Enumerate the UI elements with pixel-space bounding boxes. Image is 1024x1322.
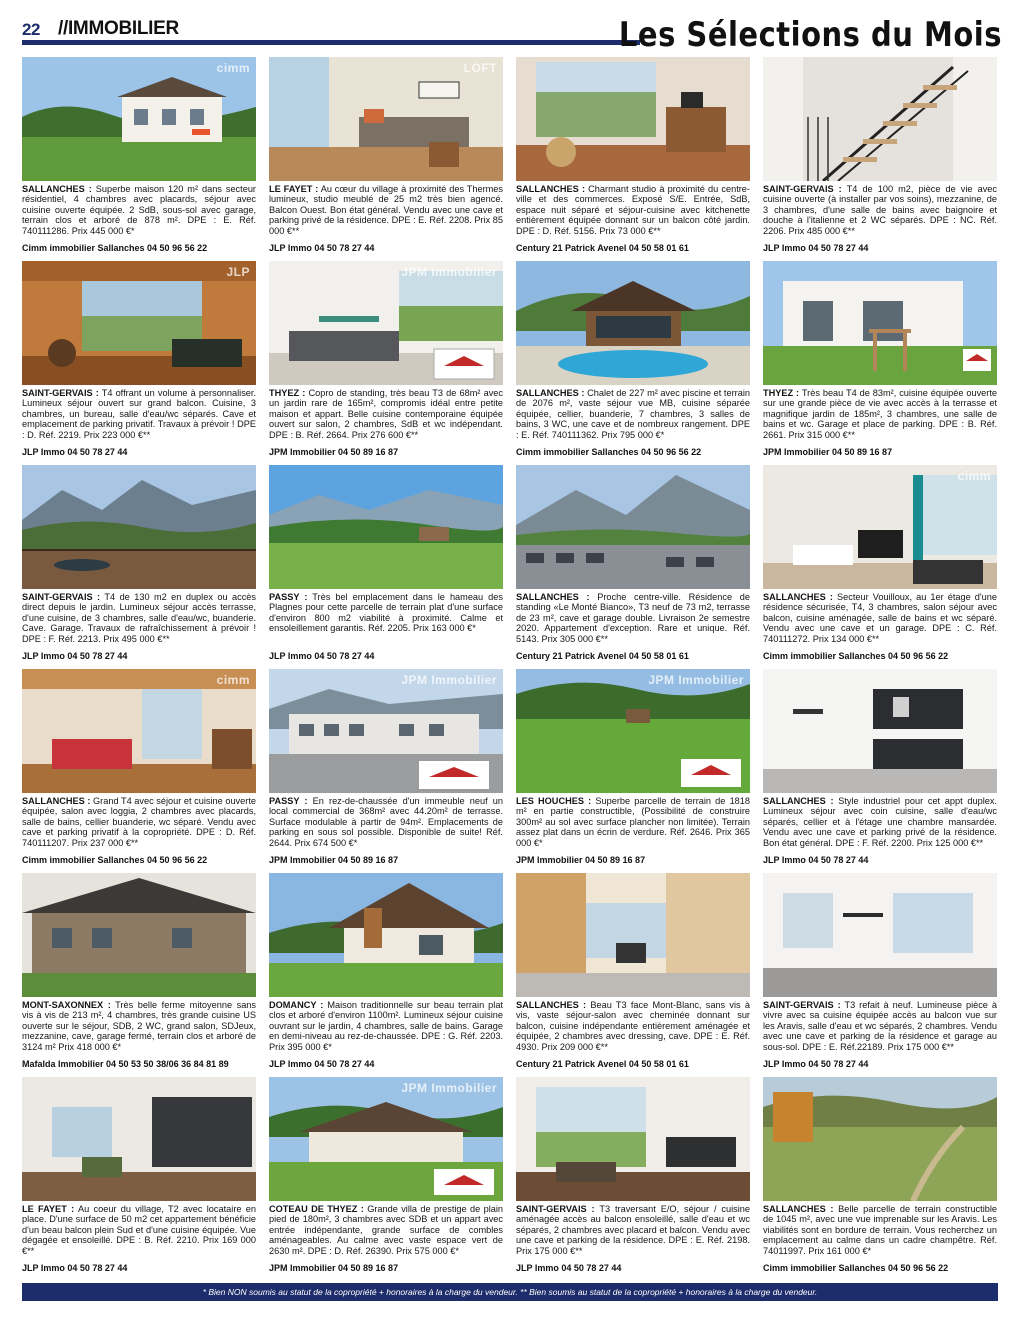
listing-text: Maison traditionnelle sur beau terrain plat clos et arboré d'environ 1100m². Lumineux séjour cuisine ouvrant sur le jardin, 4 chambres, salle de bains. Garage en demi-niveau au rez-de-chaussée. DPE : G. Réf. 2203. Prix 395 000 €* bbox=[269, 1000, 503, 1052]
agency-contact: Century 21 Patrick Avenel 04 50 58 01 61 bbox=[516, 1059, 689, 1069]
listing-city: SALLANCHES : bbox=[22, 796, 91, 806]
listing-text: Au coeur du village, T2 avec locataire en place. D'une surface de 50 m2 cet appartement bénéficie d'un beau balcon plein Sud et d'une cuisine équipée. Vue dégagée et ensoleillé. DPE : B. Réf. 2210. Prix 169 000 €** bbox=[22, 1204, 257, 1256]
photo-watermark: JPM Immobilier bbox=[401, 673, 497, 687]
agency-contact: JPM Immobilier 04 50 89 16 87 bbox=[269, 855, 399, 865]
listing-photo bbox=[22, 669, 256, 793]
agency-contact: JLP Immo 04 50 78 27 44 bbox=[269, 243, 375, 253]
listing-card bbox=[763, 873, 997, 1073]
listing-text: Style industriel pour cet appt duplex. Lumineux séjour avec coin cuisine, salle d'eau/wc séparés, cellier et à l'étage une chambre mansardée. Vendu avec une cave et parking privé de la résidence. Bon état général. DPE : F. Réf. 2200. Prix 125 000 €** bbox=[763, 796, 997, 848]
agency-contact: JPM Immobilier 04 50 89 16 87 bbox=[269, 447, 399, 457]
page-title: Les Sélections du Mois bbox=[618, 14, 1002, 55]
listing-description bbox=[269, 592, 503, 634]
page-header bbox=[22, 14, 1002, 54]
agency-contact: JPM Immobilier 04 50 89 16 87 bbox=[269, 1263, 399, 1273]
agency-contact: JLP Immo 04 50 78 27 44 bbox=[763, 1059, 869, 1069]
listing-city: SALLANCHES : bbox=[516, 388, 585, 398]
listing-description bbox=[516, 796, 750, 848]
listing-text: Très belle ferme mitoyenne sans vis à vis de 213 m², 4 chambres, très grande cuisine US ouverte sur le séjour, SDB, 2 WC, grand salon, SDJeux, mezzanine, cave, garage fermé, terrain clos et arboré de 3124 m² Prix 418 000 €* bbox=[22, 1000, 257, 1052]
photo-watermark: JPM Immobilier bbox=[401, 265, 497, 279]
listing-description bbox=[22, 388, 256, 440]
listing-text: Superbe parcelle de terrain de 1818 m² en partie constructible, (Possibilité de construire 300m² au sol avec surface plancher non limitée). Terrain assez plat dans un écrin de verdure. Réf. 2646. Prix 365 000 €* bbox=[516, 796, 751, 848]
listing-card bbox=[269, 669, 503, 869]
listing-city: SAINT-GERVAIS : bbox=[763, 1000, 841, 1010]
agency-contact: JLP Immo 04 50 78 27 44 bbox=[269, 651, 375, 661]
agency-contact: Cimm immobilier Sallanches 04 50 96 56 22 bbox=[22, 855, 208, 865]
listing-description bbox=[22, 1204, 256, 1256]
listing-text: Beau T3 face Mont-Blanc, sans vis à vis, vaste séjour-salon avec cheminée donnant sur balcon, cuisine indépendante entièrement aménagée et équipée, 2 chambres avec dressing, cave. DPE : E. Réf. 4930. Prix 209 000 €** bbox=[516, 1000, 750, 1052]
listing-photo bbox=[516, 57, 750, 181]
listing-city: SALLANCHES : bbox=[763, 1204, 834, 1214]
listing-description bbox=[763, 184, 997, 236]
listing-city: LE FAYET : bbox=[269, 184, 319, 194]
listing-text: Belle parcelle de terrain constructible de 1045 m², avec une vue imprenable sur les Aravis. Les viabilités sont en bordure de terrain. Vous recherchez un emplacement au calme dans un cadre champêtre. Réf. 74011997. Prix 161 000 €* bbox=[763, 1204, 997, 1256]
listing-city: SALLANCHES : bbox=[763, 592, 833, 602]
agency-contact: JPM Immobilier 04 50 89 16 87 bbox=[516, 855, 646, 865]
photo-watermark: cimm bbox=[216, 61, 250, 75]
agency-contact: Century 21 Patrick Avenel 04 50 58 01 61 bbox=[516, 651, 689, 661]
listing-card bbox=[516, 1077, 750, 1277]
listing-city: SAINT-GERVAIS : bbox=[516, 1204, 595, 1214]
listing-photo bbox=[763, 1077, 997, 1201]
listing-card bbox=[516, 57, 750, 257]
listing-city: SALLANCHES : bbox=[763, 796, 834, 806]
listing-city: SAINT-GERVAIS : bbox=[22, 388, 99, 398]
listing-city: SALLANCHES : bbox=[516, 592, 590, 602]
agency-contact: JPM Immobilier 04 50 89 16 87 bbox=[763, 447, 893, 457]
listing-photo bbox=[516, 465, 750, 589]
listing-card bbox=[763, 669, 997, 869]
listing-photo bbox=[763, 465, 997, 589]
listing-photo bbox=[516, 669, 750, 793]
listing-description bbox=[763, 796, 997, 848]
listing-description bbox=[22, 592, 256, 644]
agency-contact: Cimm immobilier Sallanches 04 50 96 56 22 bbox=[516, 447, 702, 457]
listing-description bbox=[763, 1000, 997, 1052]
listing-text: Superbe maison 120 m² dans secteur résidentiel, 4 chambres avec placards, séjour avec cuisine ouverte équipée. 2 SdB, sous-sol avec garage, terrain clos et arboré de 878 m². DPE : E. Réf. 740111286. Prix 445 000 €* bbox=[22, 184, 256, 236]
listing-photo bbox=[22, 261, 256, 385]
listing-photo bbox=[763, 669, 997, 793]
agency-contact: Cimm immobilier Sallanches 04 50 96 56 22 bbox=[22, 243, 208, 253]
listing-card bbox=[22, 261, 256, 461]
listing-photo bbox=[269, 669, 503, 793]
listing-card bbox=[22, 669, 256, 869]
listing-card bbox=[269, 1077, 503, 1277]
listing-city: MONT-SAXONNEX : bbox=[22, 1000, 111, 1010]
agency-contact: JLP Immo 04 50 78 27 44 bbox=[516, 1263, 622, 1273]
agency-contact: Cimm immobilier Sallanches 04 50 96 56 22 bbox=[763, 651, 949, 661]
listing-text: Copro de standing, très beau T3 de 68m² avec un jardin rare de 165m², compromis idéal entre petite maison et appart. Belle cuisine contemporaine équipée ouvert sur salon, 2 chambres, SdB et wc indépendant. DPE : B. Réf. 2664. Prix 276 600 €** bbox=[269, 388, 503, 440]
listing-city: SALLANCHES : bbox=[516, 1000, 587, 1010]
listing-city: COTEAU DE THYEZ : bbox=[269, 1204, 364, 1214]
listing-photo bbox=[22, 465, 256, 589]
listing-photo bbox=[516, 261, 750, 385]
agency-contact: JLP Immo 04 50 78 27 44 bbox=[22, 1263, 128, 1273]
photo-watermark: cimm bbox=[957, 469, 991, 483]
listing-photo bbox=[22, 1077, 256, 1201]
listing-card bbox=[763, 261, 997, 461]
listing-description bbox=[22, 796, 256, 848]
listing-card bbox=[516, 465, 750, 665]
listing-city: LE FAYET : bbox=[22, 1204, 75, 1214]
listing-description bbox=[763, 1204, 997, 1256]
agency-contact: JLP Immo 04 50 78 27 44 bbox=[269, 1059, 375, 1069]
photo-watermark: JLP bbox=[226, 265, 250, 279]
agency-contact: Mafalda Immobilier 04 50 53 50 38/06 36 84 81 89 bbox=[22, 1059, 229, 1069]
listing-photo bbox=[763, 873, 997, 997]
listing-description bbox=[516, 388, 750, 440]
listing-text: Au cœur du village à proximité des Thermes lumineux, studio meublé de 25 m2 très bien agencé. Balcon Ouest. Bon état général. Vendu avec une cave et parking privé de la résidence. DPE : E. Réf. 2208. Prix 85 000 €** bbox=[269, 184, 503, 236]
listing-card bbox=[516, 669, 750, 869]
agency-contact: JLP Immo 04 50 78 27 44 bbox=[763, 243, 869, 253]
page-number: 22 bbox=[22, 20, 40, 39]
listing-photo bbox=[763, 57, 997, 181]
listing-photo bbox=[516, 1077, 750, 1201]
listing-card bbox=[269, 261, 503, 461]
listing-city: LES HOUCHES : bbox=[516, 796, 592, 806]
listing-text: Proche centre-ville. Résidence de standing «Le Monté Bianco», T3 neuf de 73 m2, terrasse de 23 m², cave et garage double. Livraison 2e semestre 2020. Appartement d'exception. Rare et unique. Réf. 5143. Prix 305 000 €** bbox=[516, 592, 750, 644]
listing-description bbox=[269, 1000, 503, 1052]
listing-description bbox=[269, 388, 503, 440]
listing-card bbox=[516, 873, 750, 1073]
listing-text: Grand T4 avec séjour et cuisine ouverte équipée, salon avec loggia, 2 chambres avec placards, salle de bains, cellier buanderie, wc séparé. Vendu avec cave et parking privatif à la copropriété. DPE : D. Réf. 740111207. Prix 237 000 €** bbox=[22, 796, 256, 848]
listing-description bbox=[22, 184, 256, 236]
listing-photo bbox=[269, 57, 503, 181]
listing-photo bbox=[269, 1077, 503, 1201]
agency-contact: Century 21 Patrick Avenel 04 50 58 01 61 bbox=[516, 243, 689, 253]
listing-city: PASSY : bbox=[269, 592, 308, 602]
listing-text: Très beau T4 de 83m², cuisine équipée ouverte sur une grande pièce de vie avec accès à la terrasse et magnifique jardin de 185m², 3 chambres, une salle de bains et wc. Garage et place de parking. DPE : B. Réf. 2661. Prix 315 000 €** bbox=[763, 388, 998, 440]
listing-city: DOMANCY : bbox=[269, 1000, 324, 1010]
photo-watermark: JPM Immobilier bbox=[648, 673, 744, 687]
listing-text: T4 de 100 m2, pièce de vie avec cuisine ouverte (à installer par vos soins), mezzanine, de 3 chambres, d'une salle de bains avec baignoire et douche à l'italienne et 2 WC séparés. DPE : NC. Réf. 2206. Prix 485 000 €** bbox=[763, 184, 998, 236]
agency-contact: Cimm immobilier Sallanches 04 50 96 56 22 bbox=[763, 1263, 949, 1273]
listing-city: SALLANCHES : bbox=[516, 184, 585, 194]
listing-photo bbox=[22, 57, 256, 181]
listing-description bbox=[516, 592, 750, 644]
listing-description bbox=[516, 184, 750, 236]
listing-card bbox=[269, 873, 503, 1073]
listing-card bbox=[763, 465, 997, 665]
listing-description bbox=[269, 796, 503, 848]
listing-text: T4 offrant un volume à personnaliser. Lumineux séjour ouvert sur grand balcon. Cuisine, 3 chambres, un bureau, salle d'eau/wc séparés. Cave et emplacement de parking privatif. Travaux à prévoir ! DPE : D. Réf. 2219. Prix 223 000 €** bbox=[22, 388, 257, 440]
listing-photo bbox=[269, 465, 503, 589]
listing-text: Secteur Vouilloux, au 1er étage d'une résidence sécurisée, T4, 3 chambres, salon séjour avec balcon, cuisine aménagée, salle de bains et wc séparé. Vendu avec une cave et un garage. DPE : C. Réf. 740111272. Prix 134 000 €** bbox=[763, 592, 998, 644]
footer-note: * Bien NON soumis au statut de la copropriété + honoraires à la charge du vendeur. ** Bien soumis au statut de la copropriété + honoraires à la charge du vendeur. bbox=[22, 1283, 998, 1301]
listing-card bbox=[763, 57, 997, 257]
listing-photo bbox=[22, 873, 256, 997]
listing-description bbox=[763, 388, 997, 440]
listing-description bbox=[516, 1204, 750, 1256]
listing-city: SALLANCHES : bbox=[22, 184, 92, 194]
header-rule bbox=[22, 40, 640, 45]
listing-text: Très bel emplacement dans le hameau des Plagnes pour cette parcelle de terrain plat d'une surface d'environ 800 m2 viabilité à proximité. Calme et ensoleillement garantis. Réf. 2205. Prix 163 000 €* bbox=[269, 592, 503, 634]
listing-description bbox=[269, 184, 503, 236]
listing-card bbox=[22, 57, 256, 257]
listing-card bbox=[22, 873, 256, 1073]
listing-photo bbox=[269, 261, 503, 385]
listing-city: SAINT-GERVAIS : bbox=[763, 184, 842, 194]
listing-card bbox=[269, 465, 503, 665]
listing-photo bbox=[516, 873, 750, 997]
listing-city: SAINT-GERVAIS : bbox=[22, 592, 101, 602]
agency-contact: JLP Immo 04 50 78 27 44 bbox=[763, 855, 869, 865]
listing-text: Charmant studio à proximité du centre-ville et des commerces. Exposé S/E. Entrée, SdB, espace nuit séparé et séjour-cuisine avec kitchenette entièrement équipée donnant sur un balcon côté jardin. DPE : D. Réf. 5156. Prix 73 000 €** bbox=[516, 184, 750, 236]
listing-photo bbox=[763, 261, 997, 385]
photo-watermark: JPM Immobilier bbox=[401, 1081, 497, 1095]
agency-contact: JLP Immo 04 50 78 27 44 bbox=[22, 447, 128, 457]
agency-contact: JLP Immo 04 50 78 27 44 bbox=[22, 651, 128, 661]
listing-description bbox=[269, 1204, 503, 1256]
listing-card bbox=[516, 261, 750, 461]
listing-description bbox=[516, 1000, 750, 1052]
listing-text: T3 refait à neuf. Lumineuse pièce à vivre avec sa cuisine équipée accès au balcon vue sur les Aravis, salle d'eau et wc séparés, 2 chambres. Vendu avec une cave et parking de la résidence et garage au sous-sol. DPE : E. Réf.22189. Prix 175 000 €** bbox=[763, 1000, 998, 1052]
listing-text: Chalet de 227 m² avec piscine et terrain de 2076 m², vaste séjour vue MB, cuisine séparée équipée, cellier, buanderie, 7 chambres, 3 salles de bains, 3 WC, une cave et de nombreux rangement. DPE : E. Réf. 740111362. Prix 795 000 €* bbox=[516, 388, 750, 440]
listing-city: PASSY : bbox=[269, 796, 308, 806]
listing-city: THYEZ : bbox=[269, 388, 306, 398]
listing-text: Grande villa de prestige de plain pied de 180m², 3 chambres avec SDB et un appart avec entrée indépendante, grande surface de combles aménageables. Au calme avec vaste espace vert de 2630 m². DPE : D. Réf. 26390. Prix 575 000 €* bbox=[269, 1204, 503, 1256]
listing-text: En rez-de-chaussée d'un immeuble neuf un local commercial de 368m² avec 44.20m² de terrasse. Surface modulable à partir de 94m². Emplacements de parking en sous sol possible. Disponible de suite! Réf. 2644. Prix 674 500 €* bbox=[269, 796, 503, 848]
listing-card bbox=[22, 465, 256, 665]
listing-text: T3 traversant E/O, séjour / cuisine aménagée accès au balcon ensoleillé, salle d'eau et wc séparés, 2 chambres avec placard et balcon. Vendu avec une cave et parking de la résidence. DPE : E. Réf. 2198. Prix 175 000 €** bbox=[516, 1204, 751, 1256]
listing-city: THYEZ : bbox=[763, 388, 800, 398]
listing-photo bbox=[269, 873, 503, 997]
listing-text: T4 de 130 m2 en duplex ou accès direct depuis le jardin. Lumineux séjour accès terrasse, d'une cuisine, de 3 chambres, salle d'eau/wc, buanderie. Cave. Garage. Travaux de rafraîchissement à prévoir ! DPE : F. Réf. 2213. Prix 495 000 €** bbox=[22, 592, 257, 644]
listing-card bbox=[22, 1077, 256, 1277]
photo-watermark: LOFT bbox=[463, 61, 497, 75]
listing-description bbox=[763, 592, 997, 644]
listing-card bbox=[763, 1077, 997, 1277]
section-title: //IMMOBILIER bbox=[58, 18, 179, 39]
listing-description bbox=[22, 1000, 256, 1052]
listing-card bbox=[269, 57, 503, 257]
photo-watermark: cimm bbox=[216, 673, 250, 687]
